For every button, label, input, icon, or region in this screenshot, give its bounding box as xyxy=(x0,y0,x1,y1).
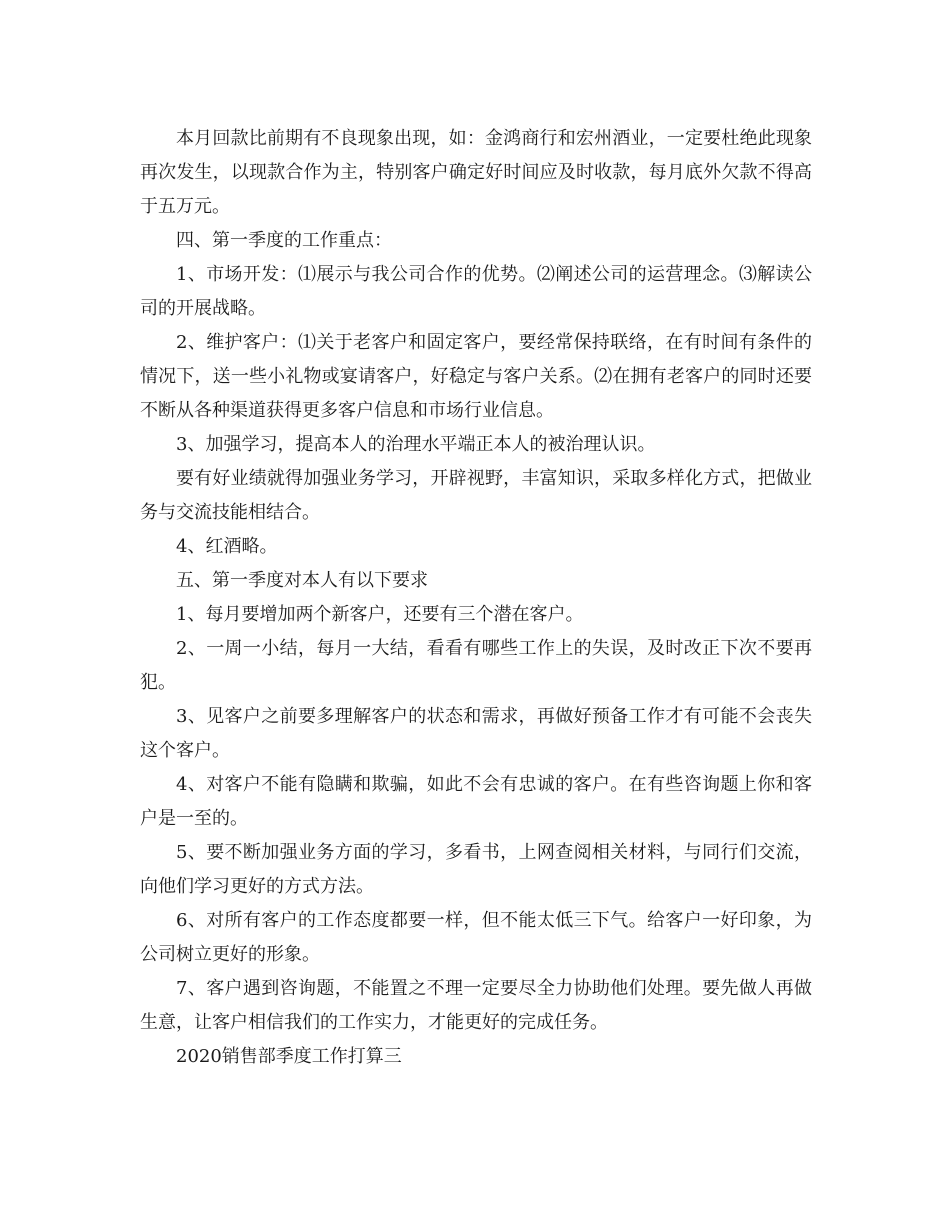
paragraph-overdue-payments: 本月回款比前期有不良现象出现，如：金鸿商行和宏州酒业，一定要杜绝此现象再次发生，以现款合作为主，特别客户确定好时间应及时收款，每月底外欠款不得高于五万元。 xyxy=(140,128,812,217)
requirement-understand-customer: 3、见客户之前要多理解客户的状态和需求，再做好预备工作才有可能不会丧失这个客户。 xyxy=(140,706,812,761)
paragraph-performance-learning: 要有好业绩就得加强业务学习，开辟视野，丰富知识，采取多样化方式，把做业务与交流技能相结合。 xyxy=(140,468,812,523)
heading-q1-focus: 四、第一季度的工作重点： xyxy=(176,230,392,251)
paragraph-market-development: 1、市场开发：⑴展示与我公司合作的优势。⑵阐述公司的运营理念。⑶解读公司的开展战略。 xyxy=(140,264,812,319)
requirement-consistent-attitude: 6、对所有客户的工作态度都要一样，但不能太低三下气。给客户一好印象，为公司树立更好的形象。 xyxy=(140,910,812,965)
requirement-new-customers: 1、每月要增加两个新客户，还要有三个潜在客户。 xyxy=(176,604,584,625)
heading-q1-requirements: 五、第一季度对本人有以下要求 xyxy=(176,570,428,591)
paragraph-wine: 4、红酒略。 xyxy=(176,536,278,557)
section-title-plan-three: 2020销售部季度工作打算三 xyxy=(176,1046,402,1067)
requirement-summaries: 2、一周一小结，每月一大结，看看有哪些工作上的失误，及时改正下次不要再犯。 xyxy=(140,638,812,693)
paragraph-strengthen-learning: 3、加强学习，提高本人的治理水平端正本人的被治理认识。 xyxy=(176,434,656,455)
requirement-keep-learning: 5、要不断加强业务方面的学习，多看书，上网查阅相关材料，与同行们交流，向他们学习更好的方式方法。 xyxy=(140,842,812,897)
document-body xyxy=(140,122,812,1074)
requirement-honesty: 4、对客户不能有隐瞒和欺骗，如此不会有忠诚的客户。在有些咨询题上你和客户是一至的。 xyxy=(140,774,812,829)
requirement-help-customers: 7、客户遇到咨询题，不能置之不理一定要尽全力协助他们处理。要先做人再做生意，让客户相信我们的工作实力，才能更好的完成任务。 xyxy=(140,978,812,1033)
paragraph-customer-maintenance: 2、维护客户：⑴关于老客户和固定客户，要经常保持联络，在有时间有条件的情况下，送一些小礼物或宴请客户，好稳定与客户关系。⑵在拥有老客户的同时还要不断从各种渠道获得更多客户信息和市场行业信息。 xyxy=(140,332,812,421)
